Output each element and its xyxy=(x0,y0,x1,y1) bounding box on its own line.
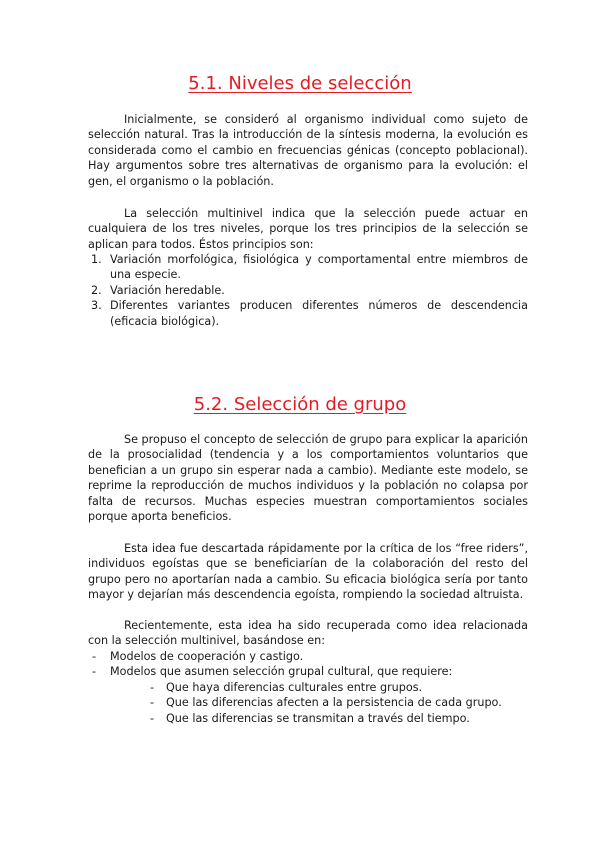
list-item xyxy=(88,252,528,283)
list-item xyxy=(88,649,528,664)
list-marker: - xyxy=(92,650,97,663)
list-marker: 1. xyxy=(91,253,102,266)
paragraph-text: Recientemente, esta idea ha sido recuperada como idea relacionada con la selección multinivel, basándose en: xyxy=(88,619,528,648)
section-title-niveles-de-seleccion: 5.1. Niveles de selección xyxy=(188,73,412,94)
list-item-text: Que las diferencias afecten a la persistencia de cada grupo. xyxy=(166,696,502,710)
list-item-text: Que las diferencias se transmitan a través del tiempo. xyxy=(166,711,470,725)
sub-list-item xyxy=(110,711,528,726)
list-item xyxy=(88,283,528,298)
paragraph xyxy=(88,206,528,252)
list-item-text: Modelos de cooperación y castigo. xyxy=(110,650,304,663)
paragraph-text: Inicialmente, se consideró al organismo individual como sujeto de selección natural. Tras la introducción de la síntesis moderna, la evolución es considerada como el cambio en frecuencias génicas (concepto poblacional). Hay argumentos sobre tres alternativas de organismo para la evolución: el gen, el organismo o la población. xyxy=(88,113,528,188)
list-marker: - xyxy=(92,665,97,679)
list-marker: - xyxy=(150,711,155,725)
bullet-list xyxy=(88,649,528,726)
list-item-text: Diferentes variantes producen diferentes números de descendencia (eficacia biológica). xyxy=(110,299,528,328)
list-item xyxy=(88,298,528,329)
numbered-list xyxy=(88,252,528,329)
sub-list-item xyxy=(110,680,528,695)
list-item-text: Modelos que asumen selección grupal cultural, que requiere: xyxy=(110,665,453,679)
paragraph-text: Esta idea fue descartada rápidamente por la crítica de los “free riders”, individuos egoístas que se beneficiarían de la colaboración del resto del grupo pero no aportarían nada a cambio. Su eficacia biológica sería por tanto mayor y dejarían más descendencia egoísta, rompiendo la sociedad altruista. xyxy=(88,542,528,602)
list-item xyxy=(88,664,528,726)
section-title-seleccion-de-grupo: 5.2. Selección de grupo xyxy=(193,394,407,415)
list-item-text: Variación morfológica, fisiológica y comportamental entre miembros de una especie. xyxy=(110,253,528,282)
paragraph xyxy=(88,432,528,524)
sub-list-item xyxy=(110,695,528,710)
list-item-text: Variación heredable. xyxy=(110,283,225,297)
paragraph-text: La selección multinivel indica que la selección puede actuar en cualquiera de los tres niveles, porque los tres principios de la selección se aplican para todos. Éstos principios son: xyxy=(88,207,528,251)
list-marker: - xyxy=(150,680,155,694)
list-marker: 3. xyxy=(91,299,102,313)
list-item-text: Que haya diferencias culturales entre grupos. xyxy=(166,680,423,694)
list-marker: 2. xyxy=(91,283,102,297)
paragraph-text: Se propuso el concepto de selección de grupo para explicar la aparición de la prosocialidad (tendencia y a los comportamientos voluntarios que benefician a un grupo sin esperar nada a cambio). Mediante este modelo, se reprime la reproducción de muchos individuos y la población no colapsa por falta de recursos. Muchas especies muestran comportamientos sociales porque aporta beneficios. xyxy=(88,433,528,524)
paragraph xyxy=(88,541,528,603)
paragraph xyxy=(88,112,528,189)
sub-list xyxy=(110,680,528,726)
paragraph xyxy=(88,618,528,649)
list-marker: - xyxy=(150,696,155,710)
